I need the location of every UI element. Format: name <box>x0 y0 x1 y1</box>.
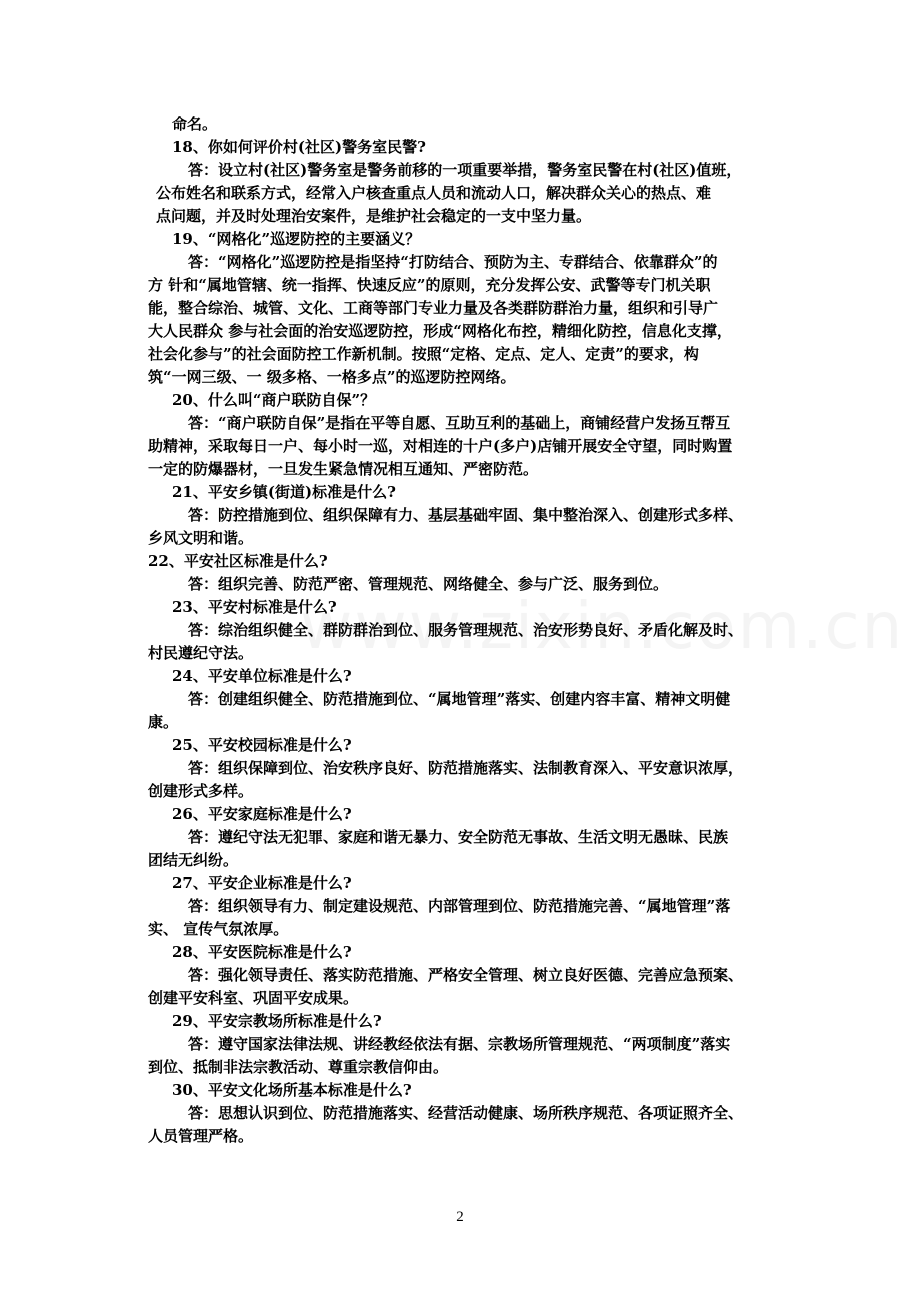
question-heading: 29、平安宗教场所标准是什么? <box>172 1012 382 1030</box>
answer-line: 创建平安科室、巩固平安成果。 <box>148 989 359 1007</box>
answer-line: 点问题，并及时处理治安案件，是维护社会稳定的一支中坚力量。 <box>156 207 592 225</box>
answer-line: 答：组织保障到位、治安秩序良好、防范措施落实、法制教育深入、平安意识浓厚， <box>188 759 744 777</box>
answer-line: 答：综治组织健全、群防群治到位、服务管理规范、治安形势良好、矛盾化解及时、 <box>188 621 744 639</box>
question-heading: 18、你如何评价村(社区)警务室民警? <box>172 138 426 156</box>
question-heading: 19、“网格化”巡逻防控的主要涵义？ <box>172 230 421 248</box>
question-heading: 20、什么叫“商户联防自保”？ <box>172 391 376 409</box>
answer-line: 乡风文明和谐。 <box>148 529 254 547</box>
answer-line: 人员管理严格。 <box>148 1127 254 1145</box>
question-heading: 28、平安医院标准是什么? <box>172 943 352 961</box>
answer-line: 康。 <box>148 713 179 731</box>
answer-line: 实、 宣传气氛浓厚。 <box>148 920 289 938</box>
answer-line: 团结无纠纷。 <box>148 851 239 869</box>
answer-line: 大人民群众 参与社会面的治安巡逻防控，形成“网格化布控，精细化防控，信息化支撑， <box>148 322 732 340</box>
answer-line: 答：设立村(社区)警务室是警务前移的一项重要举措，警务室民警在村(社区)值班， <box>188 161 742 179</box>
answer-line: 答：“商户联防自保”是指在平等自愿、互助互利的基础上，商铺经营户发扬互帮互 <box>188 414 731 432</box>
question-heading: 30、平安文化场所基本标准是什么? <box>172 1081 412 1099</box>
answer-line: 公布姓名和联系方式，经常入户核查重点人员和流动人口，解决群众关心的热点、难 <box>156 184 712 202</box>
answer-line: 答：遵守国家法律法规、讲经教经依法有据、宗教场所管理规范、“两项制度”落实 <box>188 1035 731 1053</box>
document-body <box>148 113 790 1148</box>
answer-line: 答：强化领导责任、落实防范措施、严格安全管理、树立良好医德、完善应急预案、 <box>188 966 744 984</box>
answer-line: 答：组织领导有力、制定建设规范、内部管理到位、防范措施完善、“属地管理”落 <box>188 897 731 915</box>
answer-line: 创建形式多样。 <box>148 782 254 800</box>
text-line: 命名。 <box>172 115 218 133</box>
answer-line: 答：遵纪守法无犯罪、家庭和谐无暴力、安全防范无事故、生活文明无愚昧、民族 <box>188 828 729 846</box>
question-heading: 25、平安校园标准是什么? <box>172 736 352 754</box>
answer-line: 助精神，采取每日一户、每小时一巡，对相连的十户(多户)店铺开展安全守望，同时购置 <box>148 437 733 455</box>
answer-line: 答：组织完善、防范严密、管理规范、网络健全、参与广泛、服务到位。 <box>188 575 669 593</box>
page-number: 2 <box>456 1209 464 1225</box>
answer-line: 答：防控措施到位、组织保障有力、基层基础牢固、集中整治深入、创建形式多样、 <box>188 506 744 524</box>
answer-line: 答：思想认识到位、防范措施落实、经营活动健康、场所秩序规范、各项证照齐全、 <box>188 1104 744 1122</box>
answer-line: 答：创建组织健全、防范措施到位、“属地管理”落实、创建内容丰富、精神文明健 <box>188 690 731 708</box>
question-heading: 27、平安企业标准是什么? <box>172 874 352 892</box>
answer-line: 到位、抵制非法宗教活动、尊重宗教信仰由。 <box>148 1058 449 1076</box>
answer-line: 一定的防爆器材，一旦发生紧急情况相互通知、严密防范。 <box>148 460 539 478</box>
answer-line: 答：“网格化”巡逻防控是指坚持“打防结合、预防为主、专群结合、依靠群众”的 <box>188 253 718 271</box>
question-heading: 26、平安家庭标准是什么? <box>172 805 352 823</box>
question-heading: 23、平安村标准是什么? <box>172 598 337 616</box>
answer-line: 能，整合综治、城管、文化、工商等部门专业力量及各类群防群治力量，组织和引导广 <box>148 299 719 317</box>
answer-line: 方 针和“属地管辖、统一指挥、快速反应”的原则，充分发挥公安、武警等专门机关职 <box>148 276 711 294</box>
question-heading: 22、平安社区标准是什么? <box>148 552 328 570</box>
answer-line: 社会化参与”的社会面防控工作新机制。按照“定格、定点、定人、定责”的要求，构 <box>148 345 699 363</box>
question-heading: 21、平安乡镇(街道)标准是什么? <box>172 483 396 501</box>
answer-line: 筑“一网三级、一 级多格、一格多点”的巡逻防控网络。 <box>148 368 516 386</box>
answer-line: 村民遵纪守法。 <box>148 644 254 662</box>
question-heading: 24、平安单位标准是什么? <box>172 667 352 685</box>
